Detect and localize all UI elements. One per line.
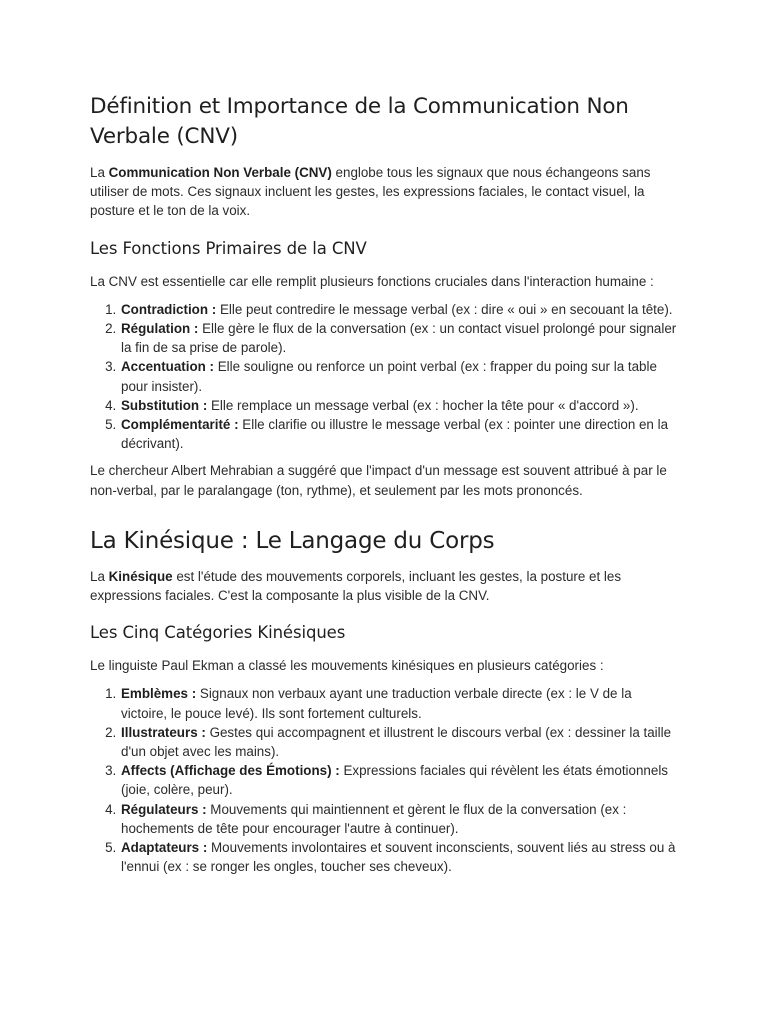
categories-intro: Le linguiste Paul Ekman a classé les mouvements kinésiques en plusieurs catégories : <box>90 658 604 674</box>
list-item-text: Elle souligne ou renforce un point verbal (ex : frapper du poing sur la table pour insister). <box>121 359 657 394</box>
list-item-text: Gestes qui accompagnent et illustrent le discours verbal (ex : dessiner la taille d'un objet avec les mains). <box>121 724 672 760</box>
list-item-text: Elle clarifie ou illustre le message verbal (ex : pointer une direction en la décrivant). <box>121 417 669 452</box>
document-title: Définition et Importance de la Communication Non Verbale (CNV) <box>90 94 629 149</box>
kinesics-prefix: La <box>90 568 109 584</box>
list-item-term: Affects (Affichage des Émotions) : <box>121 763 340 779</box>
list-item <box>120 684 680 722</box>
functions-heading: Les Fonctions Primaires de la CNV <box>90 238 367 258</box>
list-item-term: Illustrateurs : <box>121 724 206 740</box>
list-item <box>120 723 680 761</box>
list-item-term: Adaptateurs : <box>121 840 208 856</box>
kinesics-title: La Kinésique : Le Langage du Corps <box>90 527 495 554</box>
list-item <box>120 300 680 319</box>
kinesics-text: est l'étude des mouvements corporels, incluant les gestes, la posture et les expressions faciales. C'est la composante la plus visible de la CNV. <box>90 568 622 604</box>
mehrabian-paragraph: Le chercheur Albert Mehrabian a suggéré que l'impact d'un message est souvent attribué à par le non-verbal, par le paralangage (ton, rythme), et seulement par les mots prononcés. <box>90 463 667 498</box>
intro-paragraph <box>90 163 680 221</box>
categories-heading: Les Cinq Catégories Kinésiques <box>90 623 346 643</box>
functions-intro: La CNV est essentielle car elle remplit plusieurs fonctions cruciales dans l'interaction humaine : <box>90 273 654 289</box>
functions-list <box>90 300 680 454</box>
categories-list <box>90 684 680 876</box>
list-item-term: Substitution : <box>121 397 208 413</box>
list-item-term: Accentuation : <box>121 359 214 375</box>
intro-prefix: La <box>90 165 109 180</box>
list-item <box>120 396 680 415</box>
list-item <box>120 319 680 357</box>
list-item <box>120 357 680 395</box>
list-item-term: Régulateurs : <box>121 801 207 817</box>
list-item-term: Régulation : <box>121 321 199 337</box>
list-item-term: Complémentarité : <box>121 417 239 433</box>
list-item-term: Contradiction : <box>121 301 217 317</box>
list-item <box>120 761 680 799</box>
intro-bold-term: Communication Non Verbale (CNV) <box>108 165 332 180</box>
list-item-text: Elle gère le flux de la conversation (ex : un contact visuel prolongé pour signaler la fin de sa prise de parole). <box>121 321 677 356</box>
intro-text: englobe tous les signaux que nous échangeons sans utiliser de mots. Ces signaux incluent les gestes, les expressions faciales, le contact visuel, la posture et le ton de la voix. <box>90 165 651 219</box>
list-item-text: Elle remplace un message verbal (ex : hocher la tête pour « d'accord »). <box>207 397 639 413</box>
kinesics-intro <box>90 567 680 605</box>
list-item-text: Elle peut contredire le message verbal (ex : dire « oui » en secouant la tête). <box>216 301 673 317</box>
list-item <box>120 800 680 838</box>
document-page <box>90 92 680 876</box>
kinesics-bold-term: Kinésique <box>108 568 173 584</box>
list-item-term: Emblèmes : <box>121 686 197 702</box>
list-item <box>120 838 680 876</box>
list-item-text: Mouvements qui maintiennent et gèrent le flux de la conversation (ex : hochements de tête pour encourager l'autre à continuer). <box>121 801 627 836</box>
list-item-text: Signaux non verbaux ayant une traduction verbale directe (ex : le V de la victoire, le pouce levé). Ils sont fortement culturels. <box>121 686 632 721</box>
list-item-text: Mouvements involontaires et souvent inconscients, souvent liés au stress ou à l'ennui (ex : se ronger les ongles, toucher ses cheveux). <box>121 840 676 875</box>
list-item <box>120 415 680 453</box>
list-item-text: Expressions faciales qui révèlent les états émotionnels (joie, colère, peur). <box>121 763 668 798</box>
